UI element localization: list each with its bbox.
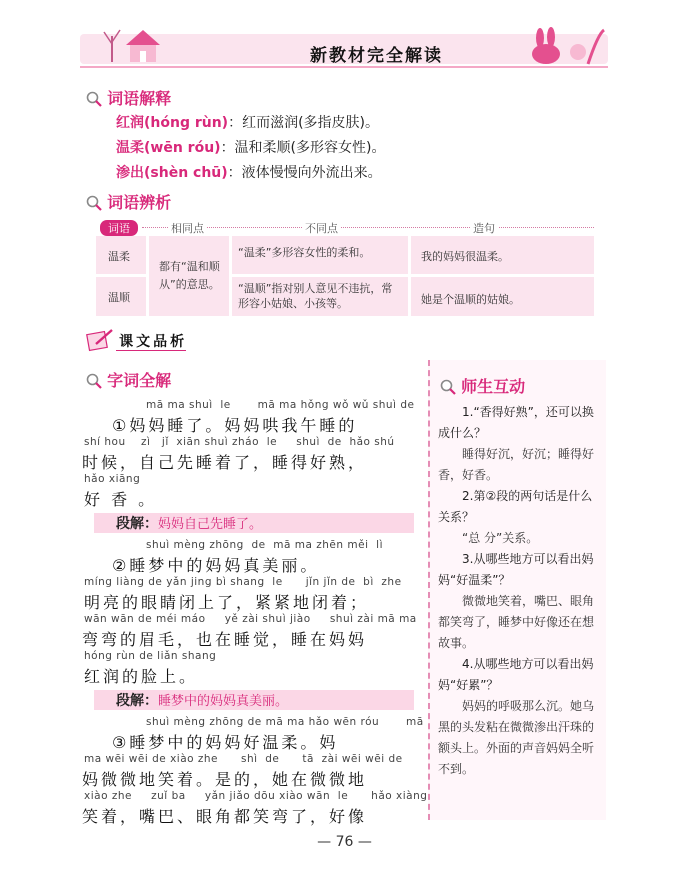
pencil-notebook-icon	[86, 328, 114, 352]
pinyin-line: wān wān de méi máo yě zài shuì jiào shuì zài mā ma	[84, 613, 417, 625]
duanjie-text: 睡梦中的妈妈真美丽。	[158, 694, 289, 709]
magnifier-icon	[440, 379, 456, 395]
table-cell-word: 温柔	[96, 236, 146, 274]
text-line: 笑着，嘴巴、眼角都笑弯了，好像	[82, 807, 368, 826]
sidebar-content	[438, 402, 602, 780]
vocab-definition: ：温和柔顺(多形容女性)。	[220, 140, 386, 156]
vocab-pinyin: (shèn chū)	[144, 165, 228, 181]
page-number: — 76 —	[317, 834, 372, 850]
vocab-definition: ：红而滋润(多指皮肤)。	[228, 115, 380, 131]
pinyin-line: shí hou zì jǐ xiān shuì zháo le shuì de hǎo shú	[84, 436, 395, 448]
pinyin-line: shuì mèng zhōng de mā ma zhēn měi lì	[146, 539, 384, 551]
duanjie-text: 妈妈自己先睡了。	[158, 517, 263, 532]
table-cell-sentence: 她是个温顺的姑娘。	[411, 277, 594, 316]
magnifier-icon	[86, 91, 102, 107]
vocab-explain-heading	[86, 86, 171, 109]
section-title: 课文品析	[119, 334, 188, 350]
banner-underline	[80, 66, 608, 68]
text-line: 弯弯的眉毛，也在睡觉，睡在妈妈	[82, 630, 368, 649]
pinyin-line: mā ma shuì le mā ma hǒng wǒ wǔ shuì de	[146, 399, 415, 411]
pinyin-line: hǎo xiāng	[84, 473, 141, 485]
section-title: 词语辨析	[107, 193, 172, 212]
table-header-cell: 不同点	[302, 220, 341, 236]
kewen-underline	[116, 350, 186, 351]
zici-heading	[86, 368, 171, 391]
header-dotted-line	[142, 227, 594, 228]
table-cell-same: 都有“温和顺从”的意思。	[149, 236, 229, 316]
vocab-pinyin: (hóng rùn)	[144, 115, 229, 131]
vocab-word: 渗出	[116, 165, 144, 181]
text-line: 时候，自己先睡着了，睡得好熟，	[82, 453, 368, 472]
table-header-cell: 词语	[100, 220, 138, 236]
table-header-cell: 造句	[470, 220, 498, 236]
vocab-item	[116, 137, 386, 157]
text-line: ②睡梦中的妈妈真美丽。	[112, 556, 320, 575]
pinyin-line: ma wēi wēi de xiào zhe shì de tā zài wēi wēi de	[84, 753, 403, 765]
duanjie-bar	[94, 690, 414, 710]
vocab-item	[116, 112, 379, 132]
sidebar-question: 3.从哪些地方可以看出妈妈“好温柔”？	[438, 552, 594, 587]
table-cell-diff: “温顺”指对别人意见不违抗，常形容小姑娘、小孩等。	[232, 277, 408, 316]
sidebar-answer: “总 分”关系。	[462, 531, 539, 545]
vocab-item	[116, 162, 382, 182]
text-line: 好 香 。	[84, 490, 158, 509]
text-line: ③睡梦中的妈妈好温柔。妈	[112, 733, 339, 752]
house-tree-illustration	[88, 22, 168, 66]
table-header-cell: 相同点	[168, 220, 207, 236]
sidebar-answer: 睡得好沉，好沉；睡得好香，好香。	[438, 447, 595, 482]
hudong-heading	[440, 374, 525, 397]
duanjie-label: 段解：	[116, 693, 158, 709]
kewen-heading	[86, 328, 187, 352]
comparison-table	[96, 236, 594, 316]
vocab-word: 红润	[116, 115, 144, 131]
table-cell-diff: “温柔”多形容女性的柔和。	[232, 236, 408, 274]
vocab-definition: ：液体慢慢向外流出来。	[227, 165, 382, 181]
rabbit-illustration	[518, 24, 608, 66]
header-banner	[80, 22, 608, 74]
text-line: ①妈妈睡了。妈妈哄我午睡的	[112, 416, 358, 435]
section-title: 字词全解	[107, 371, 172, 390]
sidebar-question: 4.从哪些地方可以看出妈妈“好累”？	[438, 657, 594, 692]
vocab-word: 温柔	[116, 140, 144, 156]
sidebar-question: 1.“香得好熟”，还可以换成什么？	[438, 405, 594, 440]
pinyin-line: xiào zhe zuǐ ba yǎn jiǎo dōu xiào wān le hǎo xiàng	[84, 790, 428, 802]
sidebar-answer: 微微地笑着，嘴巴、眼角都笑弯了，睡梦中好像还在想故事。	[438, 594, 595, 650]
vocab-diff-heading	[86, 190, 171, 213]
magnifier-icon	[86, 195, 102, 211]
text-line: 明亮的眼睛闭上了，紧紧地闭着；	[84, 593, 370, 612]
text-line: 红润的脸上。	[84, 667, 199, 686]
section-title: 师生互动	[461, 377, 526, 396]
duanjie-bar	[94, 513, 414, 533]
sidebar-question: 2.第②段的两句话是什么关系？	[438, 489, 593, 524]
pinyin-line: shuì mèng zhōng de mā ma hǎo wēn róu mā	[146, 716, 424, 728]
table-cell-word: 温顺	[96, 277, 146, 316]
teacher-student-sidebar	[428, 360, 606, 820]
banner-title: 新教材完全解读	[310, 46, 443, 66]
magnifier-icon	[86, 373, 102, 389]
duanjie-label: 段解：	[116, 516, 158, 532]
pinyin-line: hóng rùn de liǎn shang	[84, 650, 217, 662]
table-header	[96, 220, 594, 234]
table-cell-sentence: 我的妈妈很温柔。	[411, 236, 594, 274]
pinyin-line: míng liàng de yǎn jing bì shang le jǐn jǐn de bì zhe	[84, 576, 402, 588]
text-line: 妈微微地笑着。是的，她在微微地	[82, 770, 368, 789]
vocab-pinyin: (wēn róu)	[144, 140, 221, 156]
section-title: 词语解释	[107, 89, 172, 108]
sidebar-answer: 妈妈的呼吸那么沉。她乌黑的头发粘在微微渗出汗珠的额头上。外面的声音妈妈全听不到。	[438, 699, 595, 776]
